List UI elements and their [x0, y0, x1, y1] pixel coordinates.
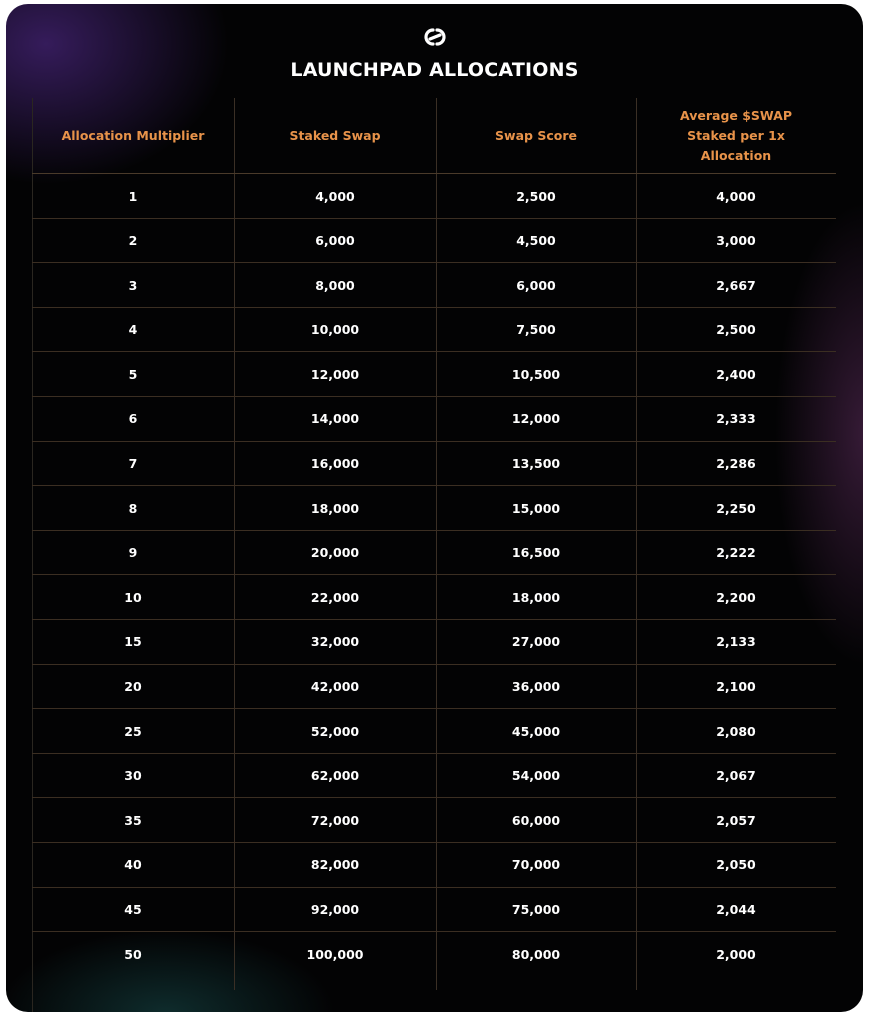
table-header [32, 98, 836, 174]
allocation-multiplier-cell: 25 [124, 723, 142, 739]
header-allocation-multiplier: Allocation Multiplier [61, 127, 205, 143]
average-staked-cell: 2,286 [716, 456, 756, 472]
staked-swap-cell: 62,000 [310, 768, 360, 784]
swap-score-cell: 60,000 [511, 812, 561, 828]
allocation-multiplier-cell: 9 [128, 545, 138, 561]
average-staked-cell: 2,333 [716, 411, 756, 427]
average-staked-cell: 2,000 [716, 946, 756, 962]
swap-score-cell: 27,000 [511, 634, 561, 650]
staked-swap-cell: 32,000 [310, 634, 360, 650]
average-staked-cell: 3,000 [716, 233, 756, 249]
table-row [32, 709, 836, 754]
allocation-multiplier-cell: 2 [128, 233, 138, 249]
average-staked-cell: 2,200 [716, 589, 756, 605]
staked-swap-cell: 20,000 [310, 545, 360, 561]
chain-link-logo-icon [420, 24, 450, 50]
allocation-multiplier-cell: 15 [124, 634, 142, 650]
table-row [32, 308, 836, 353]
allocation-multiplier-cell: 10 [124, 589, 142, 605]
allocation-multiplier-cell: 8 [128, 500, 138, 516]
allocation-multiplier-cell: 20 [124, 679, 142, 695]
average-staked-cell: 2,500 [716, 322, 756, 338]
allocation-multiplier-cell: 7 [128, 456, 138, 472]
table-body [32, 174, 836, 977]
staked-swap-cell: 10,000 [310, 322, 360, 338]
staked-swap-cell: 72,000 [310, 812, 360, 828]
staked-swap-cell: 16,000 [310, 456, 360, 472]
staked-swap-cell: 82,000 [310, 857, 360, 873]
swap-score-cell: 70,000 [511, 857, 561, 873]
table-row [32, 531, 836, 576]
table-row [32, 174, 836, 219]
table-row [32, 843, 836, 888]
table-row [32, 754, 836, 799]
average-staked-cell: 2,400 [716, 366, 756, 382]
swap-score-cell: 16,500 [511, 545, 561, 561]
staked-swap-cell: 4,000 [315, 188, 355, 204]
allocation-multiplier-cell: 40 [124, 857, 142, 873]
allocations-card [6, 4, 863, 1012]
table-row [32, 486, 836, 531]
allocation-multiplier-cell: 3 [128, 277, 138, 293]
table-row [32, 932, 836, 977]
average-staked-cell: 2,050 [716, 857, 756, 873]
table-row [32, 352, 836, 397]
average-staked-cell: 2,222 [716, 545, 756, 561]
average-staked-cell: 2,080 [716, 723, 756, 739]
average-staked-cell: 2,667 [716, 277, 756, 293]
average-staked-cell: 2,067 [716, 768, 756, 784]
swap-score-cell: 7,500 [516, 322, 556, 338]
swap-score-cell: 18,000 [511, 589, 561, 605]
average-staked-cell: 2,133 [716, 634, 756, 650]
header-staked-swap: Staked Swap [289, 127, 381, 143]
staked-swap-cell: 22,000 [310, 589, 360, 605]
allocation-multiplier-cell: 30 [124, 768, 142, 784]
table-row [32, 575, 836, 620]
table-row [32, 888, 836, 933]
swap-score-cell: 12,000 [511, 411, 561, 427]
allocation-multiplier-cell: 35 [124, 812, 142, 828]
staked-swap-cell: 92,000 [310, 902, 360, 917]
swap-score-cell: 2,500 [516, 188, 556, 204]
table-row [32, 397, 836, 442]
table-row [32, 263, 836, 308]
swap-score-cell: 80,000 [511, 946, 561, 962]
swap-score-cell: 36,000 [511, 679, 561, 695]
header-average-swap-staked: Average $SWAP Staked per 1x Allocation [680, 107, 792, 163]
average-staked-cell: 4,000 [716, 188, 756, 204]
allocation-multiplier-cell: 1 [128, 188, 138, 204]
allocation-multiplier-cell: 50 [124, 946, 142, 962]
table-row [32, 219, 836, 264]
staked-swap-cell: 52,000 [310, 723, 360, 739]
average-staked-cell: 2,250 [716, 500, 756, 516]
staked-swap-cell: 14,000 [310, 411, 360, 427]
swap-score-cell: 15,000 [511, 500, 561, 516]
staked-swap-cell: 12,000 [310, 366, 360, 382]
allocation-multiplier-cell: 6 [128, 411, 138, 427]
swap-score-cell: 10,500 [511, 366, 561, 382]
staked-swap-cell: 6,000 [315, 233, 355, 249]
table-row [32, 442, 836, 487]
swap-score-cell: 13,500 [511, 456, 561, 472]
swap-score-cell: 54,000 [511, 768, 561, 784]
swap-score-cell: 75,000 [511, 902, 561, 917]
table-row [32, 798, 836, 843]
header-swap-score: Swap Score [495, 127, 577, 143]
average-staked-cell: 2,044 [716, 902, 756, 917]
swap-score-cell: 45,000 [511, 723, 561, 739]
staked-swap-cell: 8,000 [315, 277, 355, 293]
swap-score-cell: 6,000 [516, 277, 556, 293]
allocation-multiplier-cell: 5 [128, 366, 138, 382]
staked-swap-cell: 100,000 [306, 946, 364, 962]
allocation-multiplier-cell: 4 [128, 322, 138, 338]
swap-score-cell: 4,500 [516, 233, 556, 249]
allocation-multiplier-cell: 45 [124, 902, 142, 917]
staked-swap-cell: 42,000 [310, 679, 360, 695]
average-staked-cell: 2,057 [716, 812, 756, 828]
staked-swap-cell: 18,000 [310, 500, 360, 516]
table-row [32, 620, 836, 665]
page-title: LAUNCHPAD ALLOCATIONS [290, 59, 579, 81]
average-staked-cell: 2,100 [716, 679, 756, 695]
table-row [32, 665, 836, 710]
